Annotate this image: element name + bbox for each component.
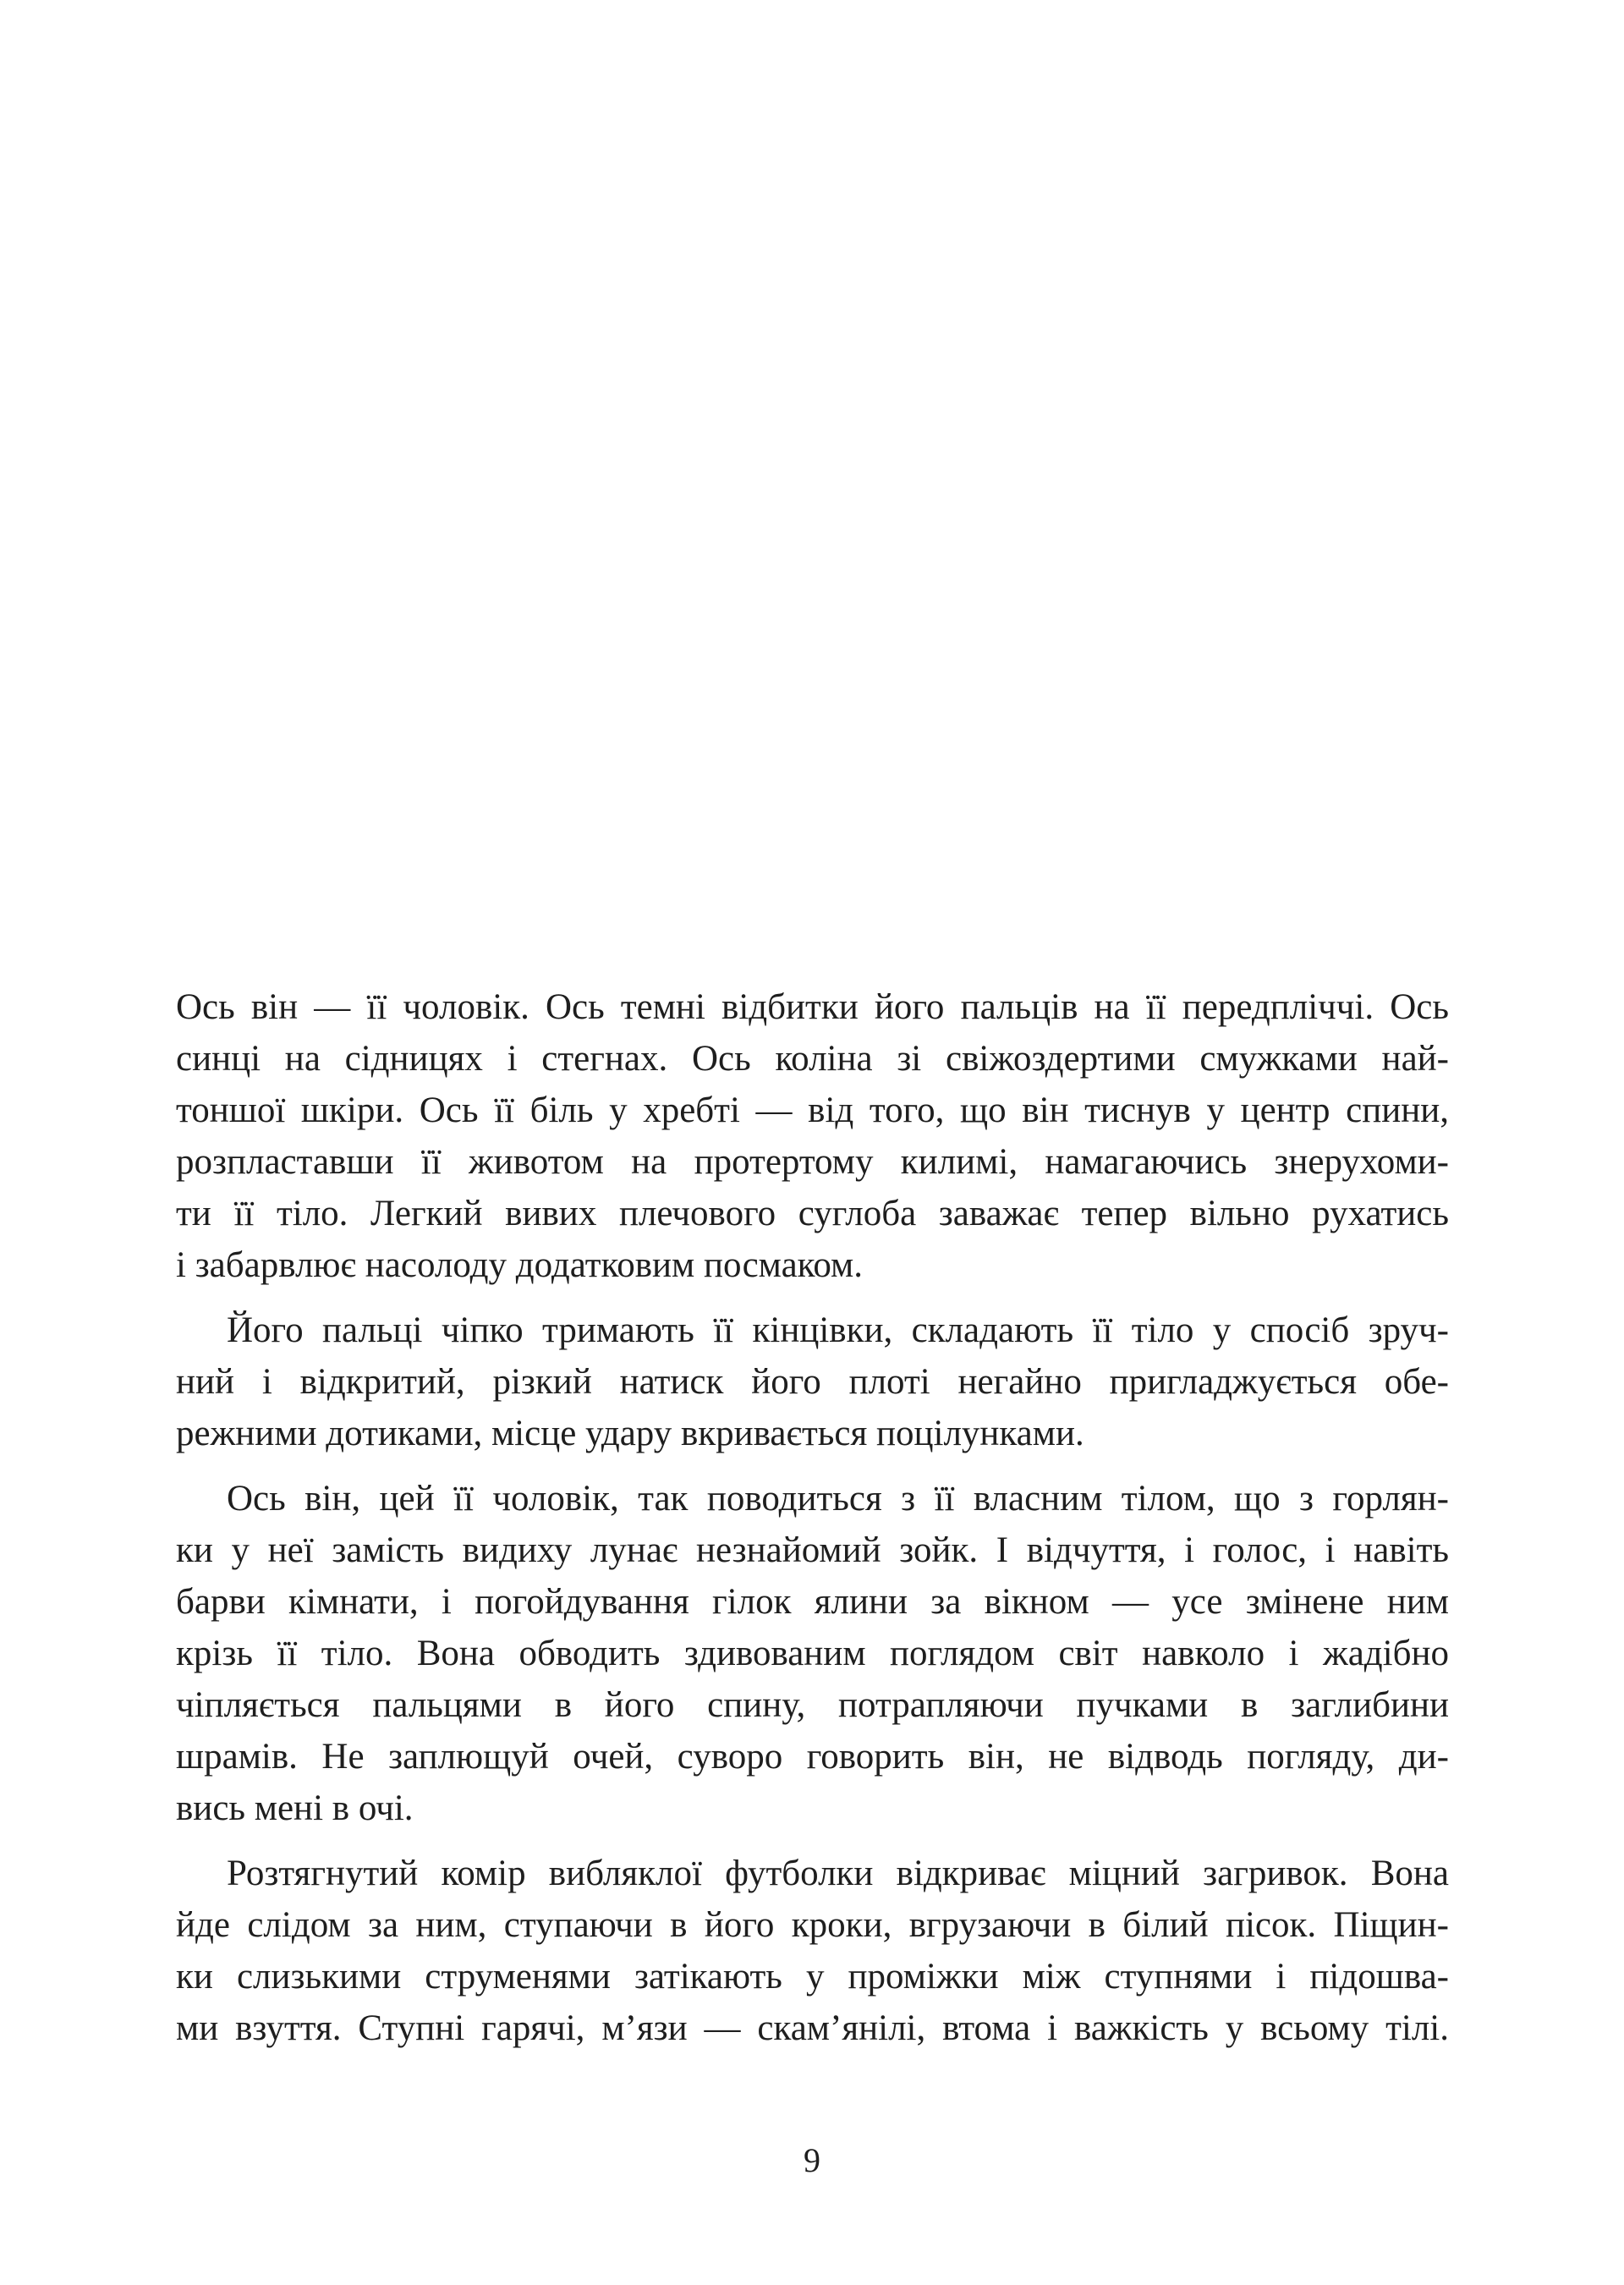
paragraph-2 <box>176 1305 1449 1459</box>
text-line: Ось він, цей її чоловік, так поводиться з її власним тілом, що з горлян- <box>227 1479 1449 1519</box>
text-line: крізь її тіло. Вона обводить здивованим поглядом світ навколо і жадібно <box>176 1634 1449 1673</box>
text-line: вись мені в очі. <box>176 1788 414 1828</box>
text-line: режними дотиками, місце удару вкривається поцілунками. <box>176 1414 1084 1453</box>
body-text <box>176 981 1449 2068</box>
text-line: Його пальці чіпко тримають її кінцівки, складають її тіло у спосіб зруч- <box>227 1310 1449 1350</box>
text-line: Розтягнутий комір вибляклої футболки відкриває міцний загривок. Вона <box>227 1854 1449 1893</box>
paragraph-4 <box>176 1848 1449 2054</box>
text-line: розпластавши її животом на протертому килимі, намагаючись знерухоми- <box>176 1142 1449 1182</box>
text-line: Ось він — її чоловік. Ось темні відбитки його пальців на її передпліччі. Ось <box>176 987 1449 1027</box>
paragraph-3 <box>176 1473 1449 1834</box>
text-line: барви кімнати, і погойдування гілок ялини за вікном — усе змінене ним <box>176 1582 1449 1622</box>
text-line: синці на сідницях і стегнах. Ось коліна зі свіжоздертими смужками най- <box>176 1039 1449 1079</box>
text-line: ки слизькими струменями затікають у проміжки між ступнями і підошва- <box>176 1957 1449 1997</box>
text-line: і забарвлює насолоду додатковим посмаком. <box>176 1245 864 1285</box>
text-line: чіпляється пальцями в його спину, потрапляючи пучками в заглибини <box>176 1685 1449 1725</box>
text-line: ний і відкритий, різкий натиск його плоті негайно пригладжується обе- <box>176 1362 1449 1402</box>
text-line: тоншої шкіри. Ось її біль у хребті — від того, що він тиснув у центр спини, <box>176 1090 1449 1130</box>
text-line: ти її тіло. Легкий вивих плечового суглоба заважає тепер вільно рухатись <box>176 1194 1449 1233</box>
page-number: 9 <box>804 2141 820 2179</box>
text-line: ки у неї замість видиху лунає незнайомий зойк. І відчуття, і голос, і навіть <box>176 1530 1449 1570</box>
text-line: ми взуття. Ступні гарячі, м’язи — скам’янілі, втома і важкість у всьому тілі. <box>176 2008 1449 2048</box>
text-line: шрамів. Не заплющуй очей, суворо говорить він, не відводь погляду, ди- <box>176 1737 1449 1777</box>
text-line: йде слідом за ним, ступаючи в його кроки, вгрузаючи в білий пісок. Піщин- <box>176 1905 1449 1945</box>
paragraph-1 <box>176 981 1449 1291</box>
